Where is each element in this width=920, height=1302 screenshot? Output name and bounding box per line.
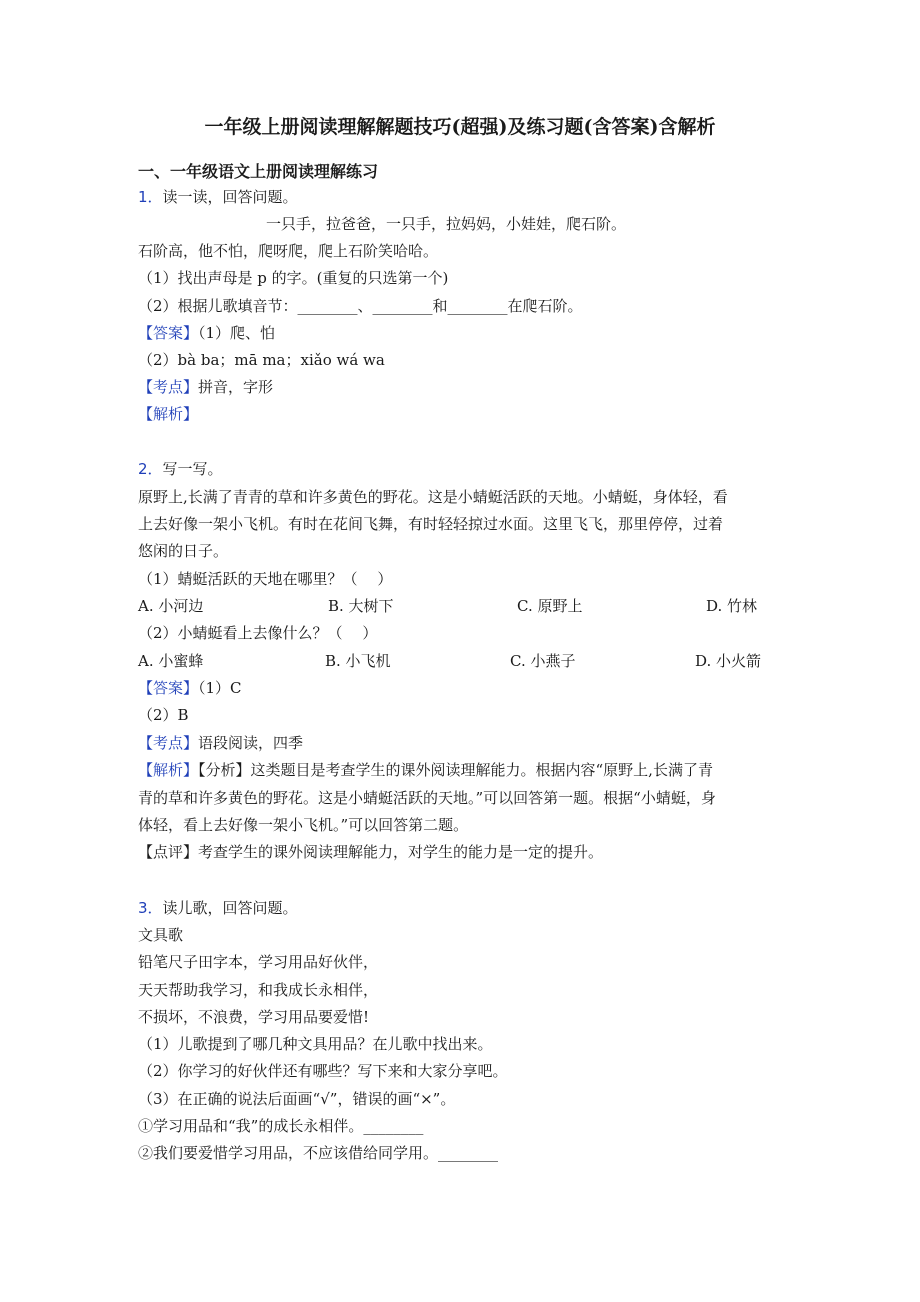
q3-sub-question-3: （3）在正确的说法后面画“√”，错误的画“×”。	[138, 1090, 456, 1108]
q2-point	[138, 733, 303, 753]
question-2-number: 2．	[138, 460, 163, 478]
q2-comment: 【点评】考查学生的课外阅读理解能力，对学生的能力是一定的提升。	[138, 843, 604, 861]
q1-answer-line-2: （2）bà ba；mā ma；xiǎo wá wa	[138, 351, 385, 369]
q1-answer	[138, 323, 275, 343]
q2-option-b: B. 大树下	[328, 597, 394, 615]
q3-poem-line-2: 天天帮助我学习，和我成长永相伴，	[138, 981, 379, 999]
q2-analysis-line-1: 【分析】这类题目是考查学生的课外阅读理解能力。根据内容“原野上,长满了青	[198, 761, 713, 779]
q1-sub-question-1: （1）找出声母是 p 的字。(重复的只选第一个)	[138, 269, 449, 287]
q2-passage-line-1: 原野上,长满了青青的草和许多黄色的野花。这是小蜻蜓活跃的天地。小蜻蜓，身体轻，看	[138, 488, 728, 506]
q2-option2-c: C. 小燕子	[510, 652, 576, 670]
question-3-number: 3．	[138, 899, 163, 917]
page-title: 一年级上册阅读理解解题技巧(超强)及练习题(含答案)含解析	[204, 116, 716, 138]
q2-passage-line-2: 上去好像一架小飞机。有时在花间飞舞，有时轻轻掠过水面。这里飞飞，那里停停，过着	[138, 515, 724, 533]
section-heading: 一、一年级语文上册阅读理解练习	[138, 162, 379, 181]
q3-poem-line-3: 不损坏，不浪费，学习用品要爱惜!	[138, 1008, 370, 1026]
question-1-prompt: 读一读，回答问题。	[162, 188, 298, 206]
q2-analysis-line-2: 青的草和许多黄色的野花。这是小蜻蜓活跃的天地。”可以回答第一题。根据“小蜻蜓，身	[138, 789, 716, 807]
question-3-prompt: 读儿歌，回答问题。	[162, 899, 298, 917]
q2-analysis-tag: 【解析】	[138, 761, 199, 779]
q1-point-tag: 【考点】	[138, 378, 199, 396]
q3-sub-question-2: （2）你学习的好伙伴还有哪些？写下来和大家分享吧。	[138, 1062, 508, 1080]
q1-answer-text: （1）爬、怕	[198, 324, 276, 342]
q3-sub-question-1: （1）儿歌提到了哪几种文具用品？在儿歌中找出来。	[138, 1035, 493, 1053]
q3-item-1: ①学习用品和“我”的成长永相伴。________	[138, 1117, 424, 1135]
q3-poem-line-1: 铅笔尺子田字本，学习用品好伙伴，	[138, 953, 379, 971]
q2-answer-tag: 【答案】	[138, 679, 199, 697]
q2-option2-b: B. 小飞机	[325, 652, 391, 670]
q1-sub-question-2: （2）根据儿歌填音节：________、________和________在爬石阶。	[138, 297, 583, 315]
question-1-number: 1．	[138, 188, 163, 206]
q3-item-2: ②我们要爱惜学习用品，不应该借给同学用。________	[138, 1144, 499, 1162]
question-1-header	[138, 187, 298, 207]
q2-analysis	[138, 760, 713, 780]
q2-point-tag: 【考点】	[138, 734, 199, 752]
q2-option-c: C. 原野上	[517, 597, 583, 615]
question-3-header	[138, 898, 298, 918]
q1-point	[138, 377, 273, 397]
q1-answer-tag: 【答案】	[138, 324, 199, 342]
q2-answer-line-2: （2）B	[138, 706, 189, 724]
question-2-header	[138, 459, 223, 479]
q1-poem-line-1: 一只手，拉爸爸，一只手，拉妈妈，小娃娃，爬石阶。	[266, 215, 627, 233]
q2-sub-question-1: （1）蜻蜓活跃的天地在哪里？（ ）	[138, 570, 393, 588]
q2-option-a: A. 小河边	[138, 597, 204, 615]
q2-option2-a: A. 小蜜蜂	[138, 652, 204, 670]
q2-passage-line-3: 悠闲的日子。	[138, 542, 229, 560]
q2-answer-text: （1）C	[198, 679, 242, 697]
q1-poem-line-2: 石阶高，他不怕，爬呀爬，爬上石阶笑哈哈。	[138, 242, 439, 260]
q2-option2-d: D. 小火箭	[695, 652, 762, 670]
q2-point-text: 语段阅读，四季	[198, 734, 304, 752]
q1-analysis-tag: 【解析】	[138, 405, 199, 423]
q2-sub-question-2: （2）小蜻蜓看上去像什么？（ ）	[138, 624, 378, 642]
question-2-prompt: 写一写。	[162, 460, 223, 478]
q2-analysis-line-3: 体轻，看上去好像一架小飞机。”可以回答第二题。	[138, 816, 469, 834]
q2-option-d: D. 竹林	[706, 597, 758, 615]
q1-analysis	[138, 404, 198, 424]
q2-answer	[138, 678, 242, 698]
q3-poem-title: 文具歌	[138, 926, 184, 944]
q1-point-text: 拼音，字形	[198, 378, 274, 396]
